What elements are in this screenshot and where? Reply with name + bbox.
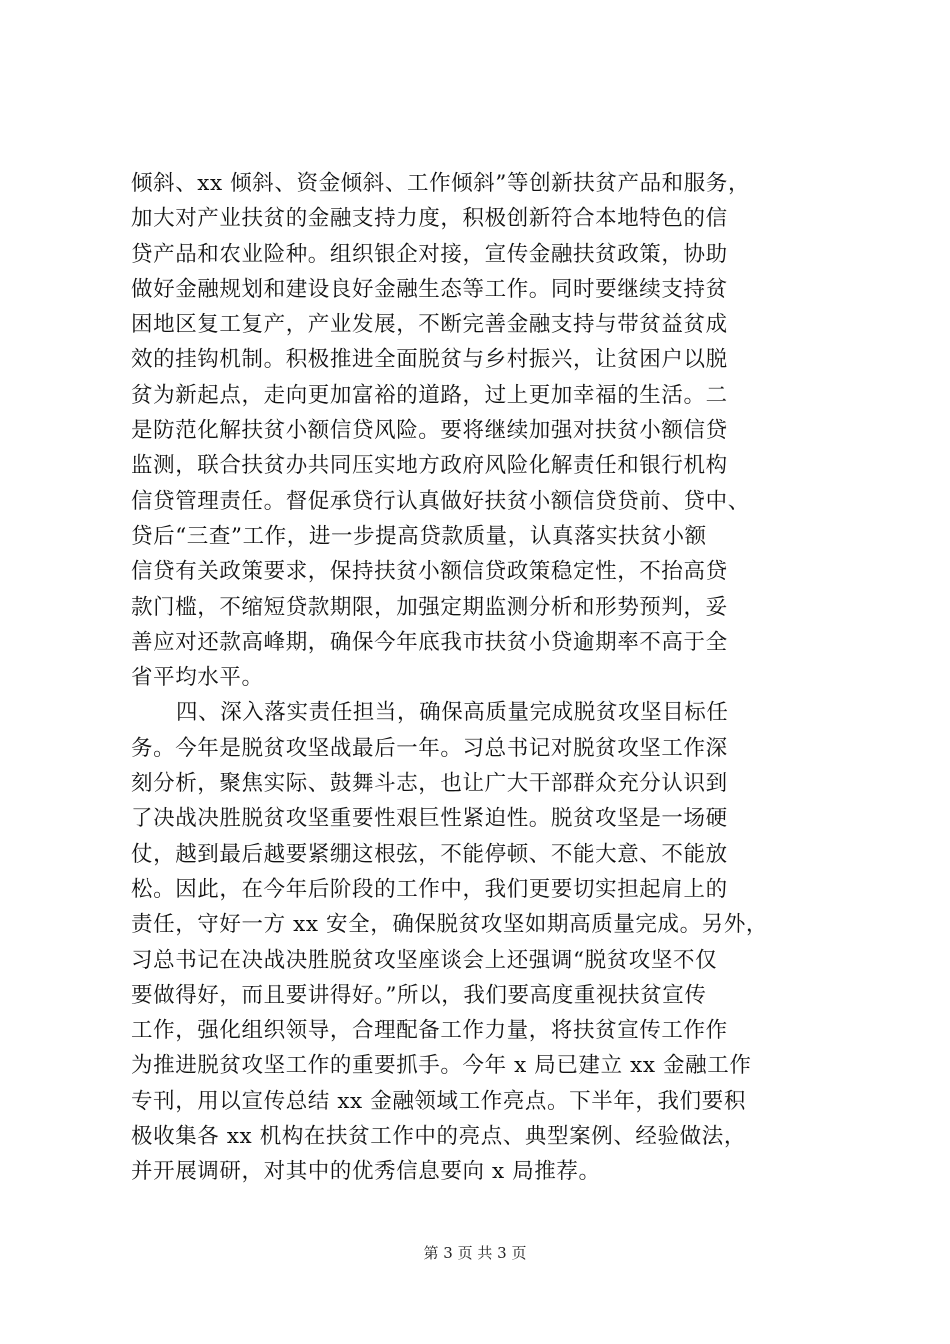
text-line: 款门槛，不缩短贷款期限，加强定期监测分析和形势预判，妥	[131, 594, 728, 620]
text-line: 贫为新起点，走向更加富裕的道路，过上更加幸福的生活。二	[131, 382, 728, 408]
text-line: 为推进脱贫攻坚工作的重要抓手。今年 x 局已建立 xx 金融工作	[131, 1053, 752, 1079]
text-line: 信贷管理责任。督促承贷行认真做好扶贫小额信贷贷前、贷中、	[131, 488, 750, 514]
paragraph-start-line: 四、深入落实责任担当，确保高质量完成脱贫攻坚目标任	[176, 700, 729, 726]
text-line: 加大对产业扶贫的金融支持力度，积极创新符合本地特色的信	[131, 206, 728, 232]
body-text	[131, 166, 831, 1190]
text-line: 省平均水平。	[131, 665, 264, 691]
text-line: 松。因此，在今年后阶段的工作中，我们更要切实担起肩上的	[131, 876, 728, 902]
text-line: 专刊，用以宣传总结 xx 金融领域工作亮点。下半年，我们要积	[131, 1088, 746, 1114]
text-line: 要做得好，而且要讲得好。”所以，我们要高度重视扶贫宣传	[131, 982, 707, 1008]
text-line: 了决战决胜脱贫攻坚重要性艰巨性紧迫性。脱贫攻坚是一场硬	[131, 806, 728, 832]
text-line: 困地区复工复产，产业发展，不断完善金融支持与带贫益贫成	[131, 312, 728, 338]
text-line: 责任，守好一方 xx 安全，确保脱贫攻坚如期高质量完成。另外，	[131, 912, 769, 938]
text-line: 习总书记在决战决胜脱贫攻坚座谈会上还强调“脱贫攻坚不仅	[131, 947, 718, 973]
text-line: 监测，联合扶贫办共同压实地方政府风险化解责任和银行机构	[131, 453, 728, 479]
text-line: 善应对还款高峰期，确保今年底我市扶贫小贷逾期率不高于全	[131, 629, 728, 655]
text-line: 贷产品和农业险种。组织银企对接，宣传金融扶贫政策，协助	[131, 241, 728, 267]
text-line: 信贷有关政策要求，保持扶贫小额信贷政策稳定性，不抬高贷	[131, 559, 728, 585]
text-line: 并开展调研，对其中的优秀信息要向 x 局推荐。	[131, 1159, 601, 1185]
text-line: 做好金融规划和建设良好金融生态等工作。同时要继续支持贫	[131, 276, 728, 302]
text-line: 效的挂钩机制。积极推进全面脱贫与乡村振兴，让贫困户以脱	[131, 347, 728, 373]
page-footer: 第 3 页 共 3 页	[423, 1244, 527, 1262]
text-line: 极收集各 xx 机构在扶贫工作中的亮点、典型案例、经验做法，	[131, 1124, 746, 1150]
text-line: 务。今年是脱贫攻坚战最后一年。习总书记对脱贫攻坚工作深	[131, 735, 728, 761]
text-line: 是防范化解扶贫小额信贷风险。要将继续加强对扶贫小额信贷	[131, 418, 728, 444]
text-line: 仗，越到最后越要紧绷这根弦，不能停顿、不能大意、不能放	[131, 841, 728, 867]
text-line: 倾斜、xx 倾斜、资金倾斜、工作倾斜”等创新扶贫产品和服务，	[131, 171, 751, 196]
text-line: 贷后“三查”工作，进一步提高贷款质量，认真落实扶贫小额	[131, 523, 707, 549]
text-line: 刻分析，聚焦实际、鼓舞斗志，也让广大干部群众充分认识到	[131, 771, 728, 797]
text-line: 工作，强化组织领导，合理配备工作力量，将扶贫宣传工作作	[131, 1018, 728, 1044]
